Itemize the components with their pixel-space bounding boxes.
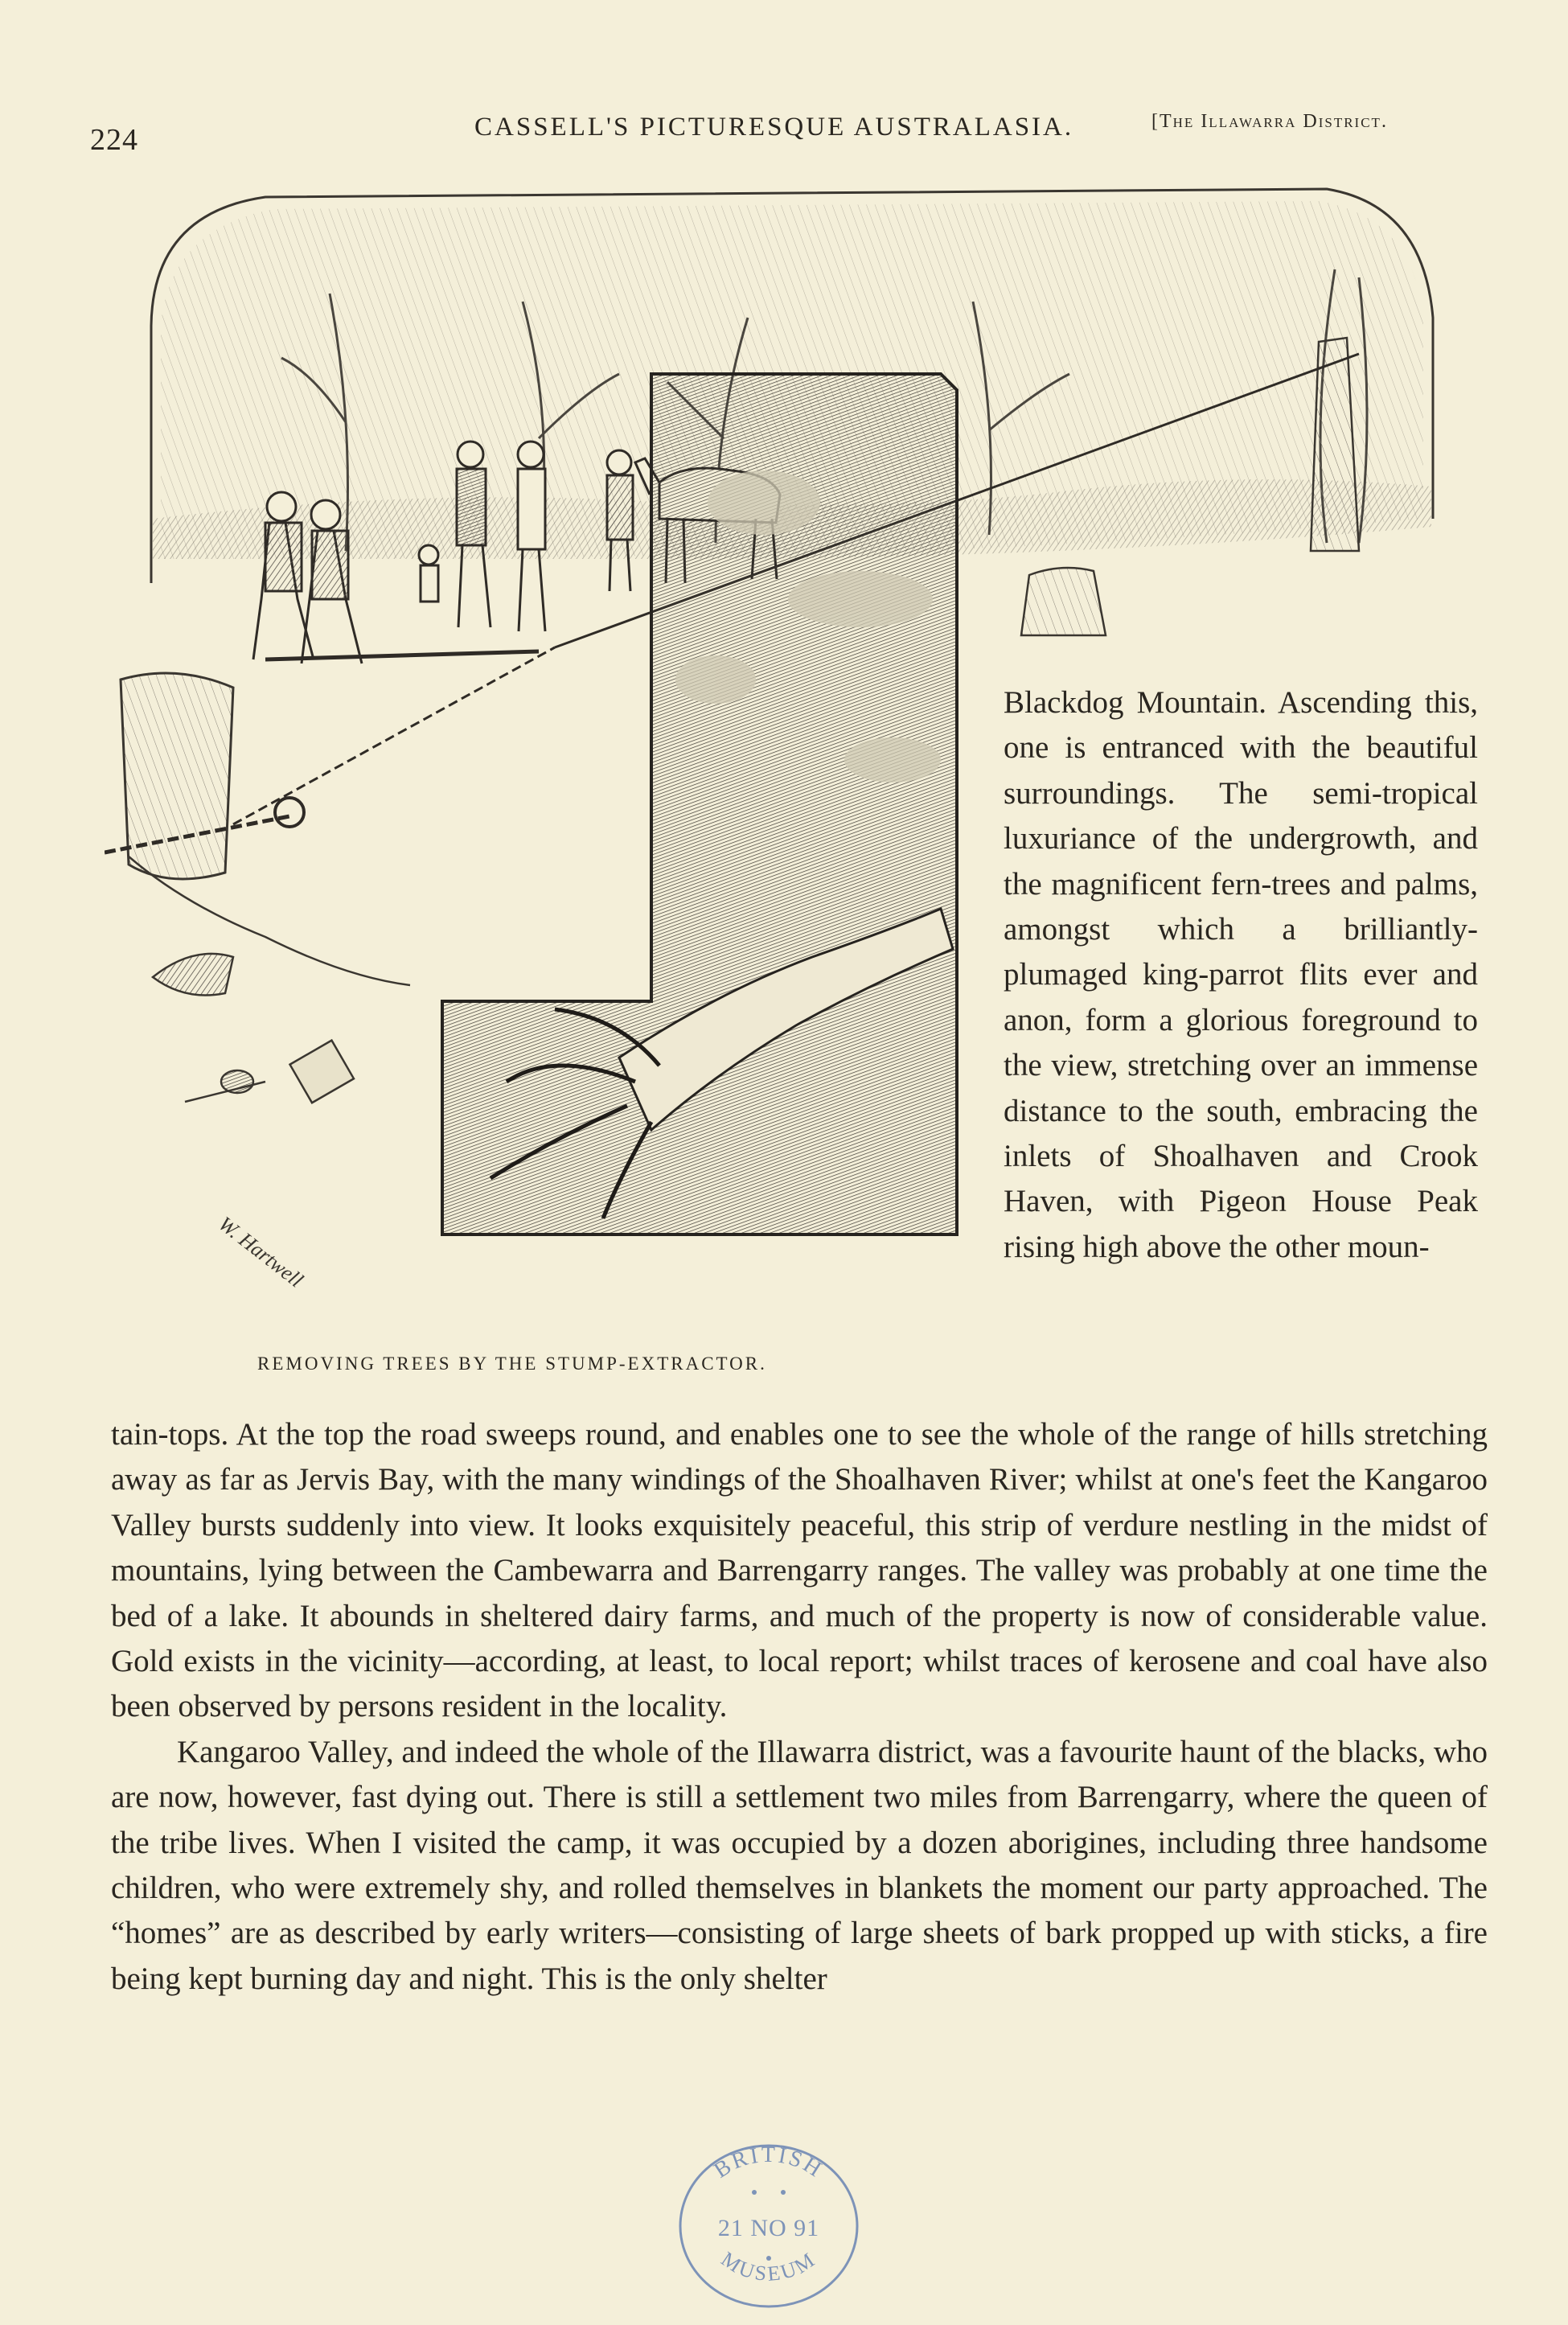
running-section: [The Illawarra District. [1151, 111, 1388, 132]
body-text [111, 1412, 1488, 2002]
artist-signature: W. Hartwell [214, 1211, 308, 1292]
side-paragraph: Blackdog Mountain. Ascending this, one is entranced with the beautiful surroundings. The semi-tropical luxuriance of the undergrowth, and the magnificent fern-trees and palms, amongst which a brilliantly-plumaged king-parrot flits ever and anon, form a glorious foreground to the view, stretching over an immense distance to the south, embracing the inlets of Shoalhaven and Crook Haven, with Pigeon House Peak rising high above the other moun- [1004, 685, 1478, 1264]
body-paragraph-kangaroo-valley: Kangaroo Valley, and indeed the whole of the Illawarra district, was a favourite haunt of the blacks, who are now, however, fast dying out. There is still a settlement two miles from Barrengarry, where the queen of the tribe lives. When I visited the camp, it was occupied by a dozen aborigines, including three handsome children, who were extremely shy, and rolled themselves in blankets the moment our party approached. The “homes” are as described by early writers—consisting of large sheets of bark propped up with sticks, a fire being kept burning day and night. This is the only shelter [111, 1734, 1488, 1996]
running-title: CASSELL'S PICTURESQUE AUSTRALASIA. [474, 113, 1074, 142]
illustration-caption: REMOVING TREES BY THE STUMP-EXTRACTOR. [257, 1354, 767, 1374]
svg-text:MUSEUM [717, 2247, 821, 2286]
stamp-date: 21 NO 91 [717, 2215, 820, 2241]
library-stamp [674, 2138, 864, 2315]
tree-stump-drawing [105, 673, 410, 985]
stamp-bottom-text: MUSEUM [716, 2247, 821, 2286]
body-paragraph-continuation: tain-tops. At the top the road sweeps round, and enables one to see the whole of the range of hills stretching away as far as Jervis Bay, with the many windings of the Shoalhaven River; whilst at one's feet the Kangaroo Valley bursts suddenly into view. It looks exquisitely peaceful, this strip of verdure nestling in the midst of mountains, lying between the Cambewarra and Barrengarry ranges. The valley was probably at one time the bed of a lake. It abounds in sheltered dairy farms, and much of the property is now of considerable value. Gold exists in the vicinity—according, at least, to local report; whilst traces of kerosene and coal have also been observed by persons resident in the locality. [111, 1417, 1488, 1724]
svg-text:BRITISH [709, 2142, 827, 2183]
side-text-column [1004, 680, 1478, 1270]
stamp-top-text: BRITISH [709, 2142, 828, 2183]
page-number: 224 [90, 123, 138, 157]
